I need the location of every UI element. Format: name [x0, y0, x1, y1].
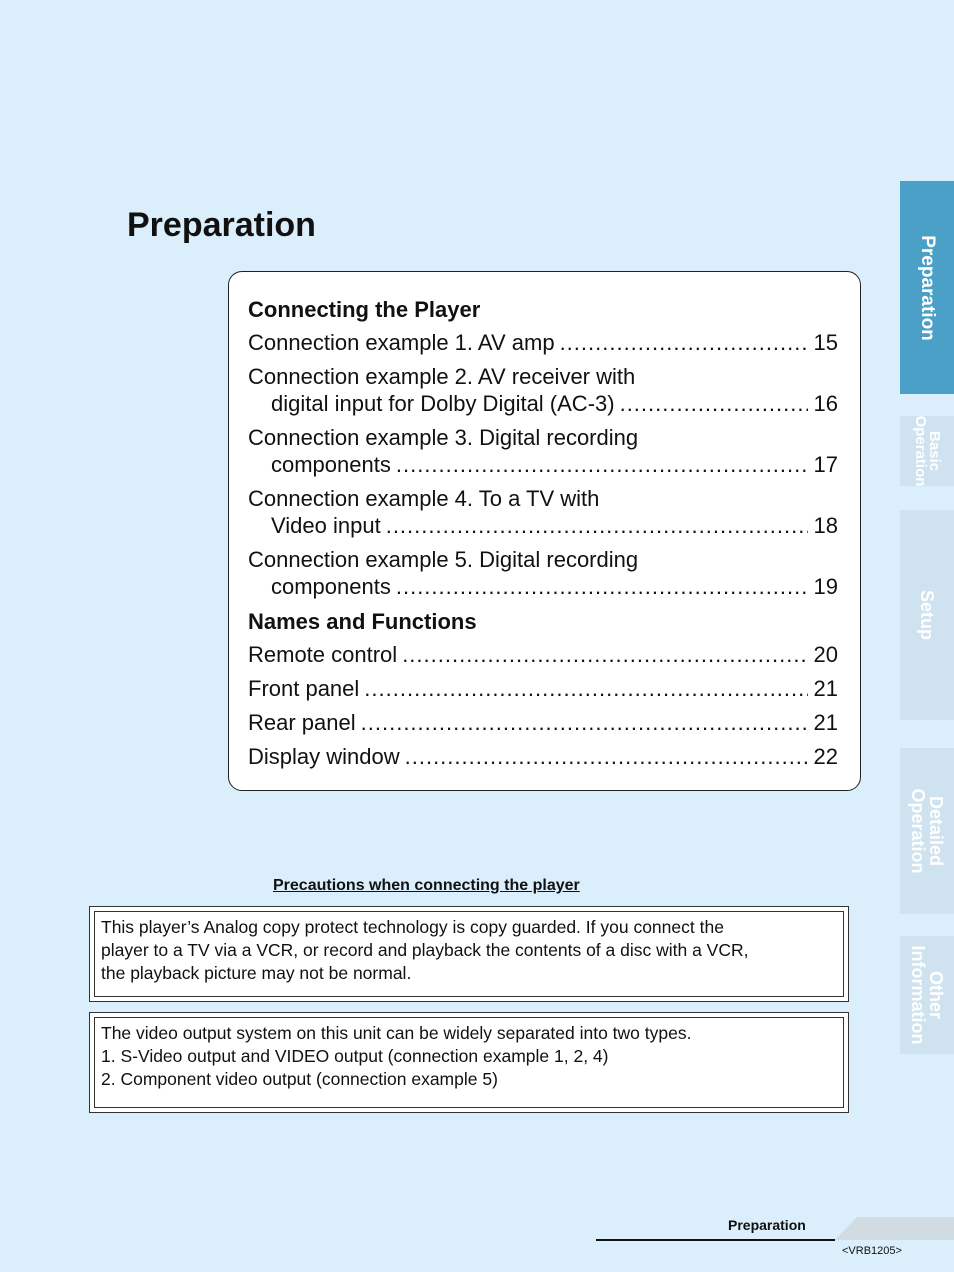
precautions-title: Precautions when connecting the player	[273, 877, 580, 894]
toc-heading-connecting: Connecting the Player	[248, 297, 481, 322]
side-tab-label: Preparation	[917, 234, 938, 341]
leader-dots	[620, 390, 808, 417]
side-tab-label: Detailed Operation	[908, 788, 946, 874]
video-output-note	[89, 1012, 849, 1113]
toc-entry-title: Connection example 2. AV receiver with	[248, 364, 636, 389]
toc-page-number: 17	[813, 452, 838, 477]
toc-heading-names: Names and Functions	[248, 609, 477, 634]
toc-page-number: 21	[813, 676, 838, 701]
note-line: This player’s Analog copy protect technology is copy guarded. If you connect the	[101, 917, 724, 937]
side-tab-basic-operation[interactable]	[900, 416, 954, 486]
leader-dots	[396, 573, 808, 600]
leader-dots	[386, 512, 808, 539]
toc-entry-title: Display window	[248, 744, 400, 769]
toc-entry[interactable]	[248, 485, 838, 546]
side-tab-setup[interactable]	[900, 510, 954, 720]
leader-dots	[560, 329, 808, 356]
toc-page-number: 19	[813, 574, 838, 599]
toc-entry-title: Connection example 1. AV amp	[248, 330, 555, 355]
toc-page-number: 16	[813, 391, 838, 416]
table-of-contents	[228, 271, 861, 791]
toc-entry-title: Rear panel	[248, 710, 356, 735]
copy-protect-note	[89, 906, 849, 1002]
toc-entry-title: Remote control	[248, 642, 398, 667]
toc-entry-title-continued: components	[271, 574, 391, 599]
leader-dots	[396, 451, 808, 478]
footer-rule	[596, 1239, 835, 1241]
note-line: 1. S-Video output and VIDEO output (connection example 1, 2, 4)	[101, 1046, 609, 1066]
note-line: the playback picture may not be normal.	[101, 963, 412, 983]
page-title: Preparation	[127, 206, 316, 244]
toc-page-number: 21	[813, 710, 838, 735]
toc-page-number: 15	[813, 330, 838, 355]
side-tab-preparation[interactable]	[900, 181, 954, 394]
toc-entry[interactable]	[248, 675, 838, 709]
leader-dots	[402, 641, 808, 668]
side-tab-label: Setup	[917, 589, 937, 641]
footer-section-label: Preparation	[728, 1217, 806, 1233]
leader-dots	[361, 709, 808, 736]
toc-entry[interactable]	[248, 329, 838, 363]
toc-entry[interactable]	[248, 743, 838, 777]
side-tab-label: Other Information	[908, 945, 946, 1045]
toc-page-number: 18	[813, 513, 838, 538]
leader-dots	[405, 743, 808, 770]
note-line: The video output system on this unit can be widely separated into two types.	[101, 1023, 692, 1043]
toc-entry-title: Connection example 5. Digital recording	[248, 547, 639, 572]
side-tab-other-information[interactable]	[900, 936, 954, 1054]
toc-page-number: 22	[813, 744, 838, 769]
toc-entry[interactable]	[248, 709, 838, 743]
side-tab-label: Basic Operation	[912, 415, 943, 487]
toc-entry-title-continued: Video input	[271, 513, 381, 538]
toc-entry-title-continued: components	[271, 452, 391, 477]
leader-dots	[364, 675, 808, 702]
toc-entry[interactable]	[248, 363, 838, 424]
note-line: player to a TV via a VCR, or record and playback the contents of a disc with a VCR,	[101, 940, 749, 960]
toc-entry-title: Front panel	[248, 676, 360, 701]
document-code: <VRB1205>	[842, 1245, 902, 1257]
toc-page-number: 20	[813, 642, 838, 667]
toc-entry[interactable]	[248, 546, 838, 607]
note-text	[101, 916, 838, 985]
toc-entry-title: Connection example 4. To a TV with	[248, 486, 600, 511]
toc-entry-title: Connection example 3. Digital recording	[248, 425, 639, 450]
side-tab-detailed-operation[interactable]	[900, 748, 954, 914]
note-line: 2. Component video output (connection example 5)	[101, 1069, 498, 1089]
note-text	[101, 1022, 838, 1091]
toc-entry-title-continued: digital input for Dolby Digital (AC-3)	[271, 391, 615, 416]
toc-entry[interactable]	[248, 641, 838, 675]
toc-entry[interactable]	[248, 424, 838, 485]
footer-tab-shape	[835, 1217, 954, 1240]
